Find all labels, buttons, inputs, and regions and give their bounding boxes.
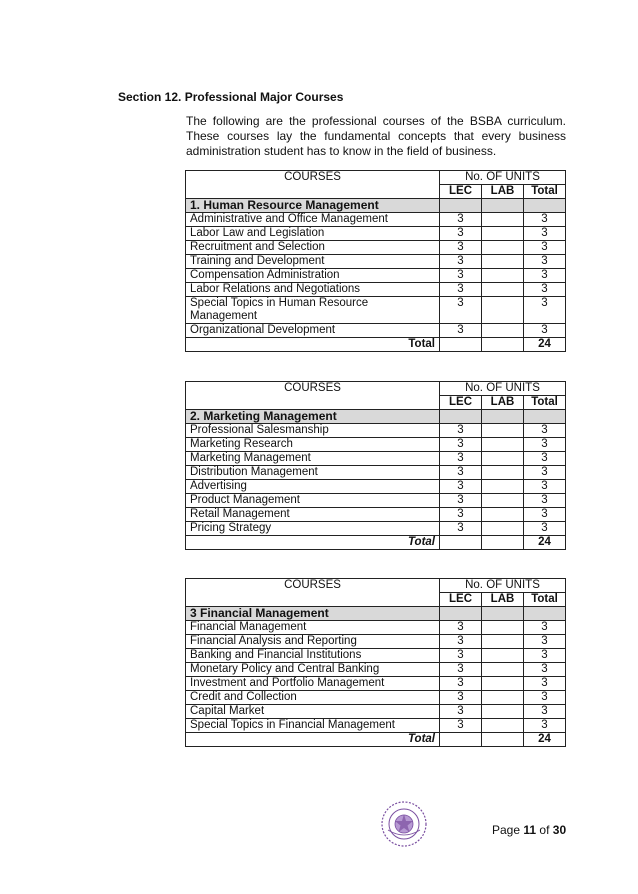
lec-header: LEC xyxy=(440,396,482,410)
total-units: 3 xyxy=(524,663,566,677)
total-units: 3 xyxy=(524,677,566,691)
total-units: 3 xyxy=(524,213,566,227)
category-lab-cell xyxy=(482,410,524,424)
table-row xyxy=(186,297,566,324)
lec-units: 3 xyxy=(440,494,482,508)
table-row xyxy=(186,269,566,283)
lec-units: 3 xyxy=(440,424,482,438)
lab-units xyxy=(482,663,524,677)
lec-units: 3 xyxy=(440,522,482,536)
category-row xyxy=(186,199,566,213)
total-units: 3 xyxy=(524,508,566,522)
total-units: 3 xyxy=(524,424,566,438)
lec-units: 3 xyxy=(440,324,482,338)
lec-units: 3 xyxy=(440,508,482,522)
course-name: Labor Law and Legislation xyxy=(186,227,440,241)
total-lab-cell xyxy=(482,733,524,747)
lec-units: 3 xyxy=(440,691,482,705)
lab-units xyxy=(482,621,524,635)
course-name: Special Topics in Human Resource Management xyxy=(186,297,440,324)
page-total: 30 xyxy=(552,823,567,837)
intro-paragraph: The following are the professional courses of the BSBA curriculum. These courses lay the fundamental concepts that every business administration student has to know in the field of business. xyxy=(186,114,566,158)
total-units: 3 xyxy=(524,635,566,649)
lec-units: 3 xyxy=(440,663,482,677)
lab-units xyxy=(482,241,524,255)
category-lec-cell xyxy=(440,199,482,213)
table-row xyxy=(186,663,566,677)
lab-units xyxy=(482,227,524,241)
total-units: 3 xyxy=(524,621,566,635)
courses-header: COURSES xyxy=(186,171,440,199)
total-label: Total xyxy=(186,536,440,550)
course-name: Product Management xyxy=(186,494,440,508)
total-lab-cell xyxy=(482,338,524,352)
course-name: Professional Salesmanship xyxy=(186,424,440,438)
lab-units xyxy=(482,297,524,324)
units-header: No. OF UNITS xyxy=(440,171,566,185)
course-name: Special Topics in Financial Management xyxy=(186,719,440,733)
lec-units: 3 xyxy=(440,438,482,452)
category-row xyxy=(186,607,566,621)
units-header: No. OF UNITS xyxy=(440,382,566,396)
table-row xyxy=(186,241,566,255)
total-value: 24 xyxy=(524,536,566,550)
total-row xyxy=(186,733,566,747)
total-units: 3 xyxy=(524,522,566,536)
category-lab-cell xyxy=(482,199,524,213)
lec-units: 3 xyxy=(440,213,482,227)
university-seal-icon xyxy=(380,800,428,848)
lab-units xyxy=(482,635,524,649)
total-units: 3 xyxy=(524,719,566,733)
lab-header: LAB xyxy=(482,396,524,410)
category-total-cell xyxy=(524,199,566,213)
table-row xyxy=(186,227,566,241)
units-header: No. OF UNITS xyxy=(440,579,566,593)
page-of: of xyxy=(539,823,550,837)
total-label: Total xyxy=(186,338,440,352)
course-name: Compensation Administration xyxy=(186,269,440,283)
lab-units xyxy=(482,494,524,508)
lec-units: 3 xyxy=(440,635,482,649)
course-name: Pricing Strategy xyxy=(186,522,440,536)
course-name: Financial Management xyxy=(186,621,440,635)
header-row xyxy=(186,382,566,396)
lec-units: 3 xyxy=(440,269,482,283)
lec-units: 3 xyxy=(440,649,482,663)
lab-units xyxy=(482,466,524,480)
total-lab-cell xyxy=(482,536,524,550)
table-row xyxy=(186,466,566,480)
total-lec-cell xyxy=(440,536,482,550)
total-units: 3 xyxy=(524,705,566,719)
total-units: 3 xyxy=(524,283,566,297)
category-title: 1. Human Resource Management xyxy=(186,199,440,213)
total-value: 24 xyxy=(524,338,566,352)
total-header: Total xyxy=(524,396,566,410)
total-units: 3 xyxy=(524,324,566,338)
course-name: Retail Management xyxy=(186,508,440,522)
lab-units xyxy=(482,522,524,536)
total-header: Total xyxy=(524,593,566,607)
section-title: Section 12. Professional Major Courses xyxy=(118,90,344,104)
course-name: Credit and Collection xyxy=(186,691,440,705)
table-row xyxy=(186,635,566,649)
lec-header: LEC xyxy=(440,593,482,607)
total-units: 3 xyxy=(524,297,566,324)
total-row xyxy=(186,536,566,550)
lab-units xyxy=(482,508,524,522)
lec-units: 3 xyxy=(440,480,482,494)
total-units: 3 xyxy=(524,466,566,480)
table-row xyxy=(186,452,566,466)
lab-units xyxy=(482,719,524,733)
table-row xyxy=(186,691,566,705)
category-title: 3 Financial Management xyxy=(186,607,440,621)
lab-units xyxy=(482,649,524,663)
course-name: Labor Relations and Negotiations xyxy=(186,283,440,297)
course-name: Investment and Portfolio Management xyxy=(186,677,440,691)
courses-table xyxy=(185,381,566,550)
course-name: Advertising xyxy=(186,480,440,494)
lec-header: LEC xyxy=(440,185,482,199)
header-row xyxy=(186,579,566,593)
lab-header: LAB xyxy=(482,185,524,199)
lec-units: 3 xyxy=(440,705,482,719)
table-row xyxy=(186,522,566,536)
total-lec-cell xyxy=(440,733,482,747)
total-units: 3 xyxy=(524,241,566,255)
category-lab-cell xyxy=(482,607,524,621)
total-units: 3 xyxy=(524,255,566,269)
lab-header: LAB xyxy=(482,593,524,607)
lec-units: 3 xyxy=(440,452,482,466)
total-label: Total xyxy=(186,733,440,747)
table-row xyxy=(186,324,566,338)
total-units: 3 xyxy=(524,269,566,283)
lec-units: 3 xyxy=(440,621,482,635)
lec-units: 3 xyxy=(440,677,482,691)
lab-units xyxy=(482,480,524,494)
course-name: Marketing Research xyxy=(186,438,440,452)
table-row xyxy=(186,480,566,494)
table-row xyxy=(186,719,566,733)
course-name: Distribution Management xyxy=(186,466,440,480)
total-row xyxy=(186,338,566,352)
table-row xyxy=(186,255,566,269)
lab-units xyxy=(482,691,524,705)
course-name: Administrative and Office Management xyxy=(186,213,440,227)
courses-header: COURSES xyxy=(186,579,440,607)
category-lec-cell xyxy=(440,607,482,621)
courses-table xyxy=(185,578,566,747)
total-units: 3 xyxy=(524,227,566,241)
courses-header: COURSES xyxy=(186,382,440,410)
table-row xyxy=(186,283,566,297)
lec-units: 3 xyxy=(440,719,482,733)
course-name: Organizational Development xyxy=(186,324,440,338)
total-units: 3 xyxy=(524,691,566,705)
lab-units xyxy=(482,438,524,452)
lec-units: 3 xyxy=(440,227,482,241)
course-name: Financial Analysis and Reporting xyxy=(186,635,440,649)
lab-units xyxy=(482,424,524,438)
course-name: Banking and Financial Institutions xyxy=(186,649,440,663)
lab-units xyxy=(482,324,524,338)
lab-units xyxy=(482,213,524,227)
page-prefix: Page xyxy=(492,823,521,837)
lec-units: 3 xyxy=(440,466,482,480)
total-lec-cell xyxy=(440,338,482,352)
lec-units: 3 xyxy=(440,255,482,269)
course-name: Capital Market xyxy=(186,705,440,719)
table-row xyxy=(186,621,566,635)
lab-units xyxy=(482,255,524,269)
total-units: 3 xyxy=(524,480,566,494)
lab-units xyxy=(482,269,524,283)
table-row xyxy=(186,677,566,691)
total-units: 3 xyxy=(524,452,566,466)
table-row xyxy=(186,508,566,522)
total-units: 3 xyxy=(524,649,566,663)
page-current: 11 xyxy=(523,823,537,837)
total-header: Total xyxy=(524,185,566,199)
table-row xyxy=(186,424,566,438)
course-name: Training and Development xyxy=(186,255,440,269)
table-row xyxy=(186,705,566,719)
lab-units xyxy=(482,283,524,297)
category-total-cell xyxy=(524,410,566,424)
total-units: 3 xyxy=(524,494,566,508)
table-row xyxy=(186,494,566,508)
category-title: 2. Marketing Management xyxy=(186,410,440,424)
table-row xyxy=(186,438,566,452)
lab-units xyxy=(482,677,524,691)
total-units: 3 xyxy=(524,438,566,452)
table-row xyxy=(186,213,566,227)
course-name: Monetary Policy and Central Banking xyxy=(186,663,440,677)
table-row xyxy=(186,649,566,663)
lab-units xyxy=(482,705,524,719)
lec-units: 3 xyxy=(440,283,482,297)
courses-table xyxy=(185,170,566,352)
total-value: 24 xyxy=(524,733,566,747)
course-name: Recruitment and Selection xyxy=(186,241,440,255)
category-total-cell xyxy=(524,607,566,621)
page-number xyxy=(492,823,566,837)
lec-units: 3 xyxy=(440,241,482,255)
lec-units: 3 xyxy=(440,297,482,324)
category-row xyxy=(186,410,566,424)
course-name: Marketing Management xyxy=(186,452,440,466)
lab-units xyxy=(482,452,524,466)
header-row xyxy=(186,171,566,185)
category-lec-cell xyxy=(440,410,482,424)
